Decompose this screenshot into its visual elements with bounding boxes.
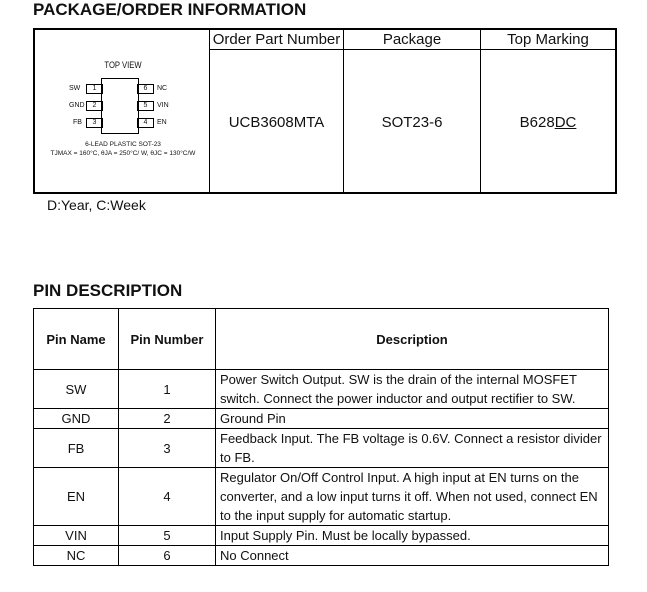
marking-note: D:Year, C:Week — [47, 197, 146, 213]
table-row — [34, 409, 609, 429]
pin-desc: Ground Pin — [216, 409, 609, 429]
pin-name: FB — [34, 429, 119, 468]
top-marking — [481, 114, 615, 131]
pin-label: EN — [157, 119, 167, 126]
table-row — [34, 429, 609, 468]
header-package: Package — [382, 31, 442, 48]
divider — [343, 30, 344, 192]
pin-box: 3 — [86, 118, 103, 128]
pin-name: NC — [34, 546, 119, 566]
pin-label: SW — [69, 85, 81, 92]
header-top-marking: Top Marking — [507, 31, 589, 48]
table-row — [34, 370, 609, 409]
header-pin-name: Pin Name — [34, 309, 119, 370]
pin-desc: No Connect — [216, 546, 609, 566]
top-view-label: TOP VIEW — [104, 60, 142, 70]
section-title-pin-description: PIN DESCRIPTION — [33, 281, 183, 300]
marking-prefix: B628 — [519, 114, 555, 131]
pin-number: 5 — [119, 526, 216, 546]
table-header-row — [34, 309, 609, 370]
ic-body — [101, 78, 139, 134]
pin-name: GND — [34, 409, 119, 429]
package-pinout-drawing — [35, 30, 211, 194]
pin-box: 6 — [137, 84, 154, 94]
order-info-table — [33, 28, 617, 194]
package-caption: 6-LEAD PLASTIC SOT-23 — [85, 141, 161, 148]
package-value: SOT23-6 — [381, 114, 443, 131]
pin-number: 3 — [119, 429, 216, 468]
pin-desc: Input Supply Pin. Must be locally bypassed. — [216, 526, 609, 546]
divider — [480, 30, 481, 192]
pin-desc: Regulator On/Off Control Input. A high input at EN turns on the converter, and a low input turns it off. When not used, connect EN to the input supply for automatic startup. — [216, 468, 609, 526]
pin-desc: Power Switch Output. SW is the drain of the internal MOSFET switch. Connect the power inductor and output rectifier to SW. — [216, 370, 609, 409]
pin-label: VIN — [157, 102, 169, 109]
pin-name: SW — [34, 370, 119, 409]
thermal-caption: TJMAX = 160°C, θJA = 250°C/ W, θJC = 130°C/W — [50, 150, 196, 157]
pin-box: 4 — [137, 118, 154, 128]
pin-label: GND — [69, 102, 85, 109]
marking-date-code: DC — [554, 114, 577, 131]
pin-number: 4 — [119, 468, 216, 526]
pin-box: 1 — [86, 84, 103, 94]
table-row — [34, 468, 609, 526]
pin-number: 6 — [119, 546, 216, 566]
pin-desc: Feedback Input. The FB voltage is 0.6V. Connect a resistor divider to FB. — [216, 429, 609, 468]
pin-box: 5 — [137, 101, 154, 111]
pin-label: FB — [73, 119, 82, 126]
divider — [209, 49, 615, 50]
table-row — [34, 526, 609, 546]
pin-number: 1 — [119, 370, 216, 409]
pin-label: NC — [157, 85, 168, 92]
order-part-number: UCB3608MTA — [228, 114, 325, 131]
pin-box: 2 — [86, 101, 103, 111]
header-order-part-number: Order Part Number — [212, 31, 341, 48]
pin-name: VIN — [34, 526, 119, 546]
pin-number: 2 — [119, 409, 216, 429]
section-title-package-order: PACKAGE/ORDER INFORMATION — [33, 0, 307, 19]
pin-description-table — [33, 308, 609, 566]
table-row — [34, 546, 609, 566]
header-description: Description — [216, 309, 609, 370]
header-pin-number: Pin Number — [119, 309, 216, 370]
pin-name: EN — [34, 468, 119, 526]
